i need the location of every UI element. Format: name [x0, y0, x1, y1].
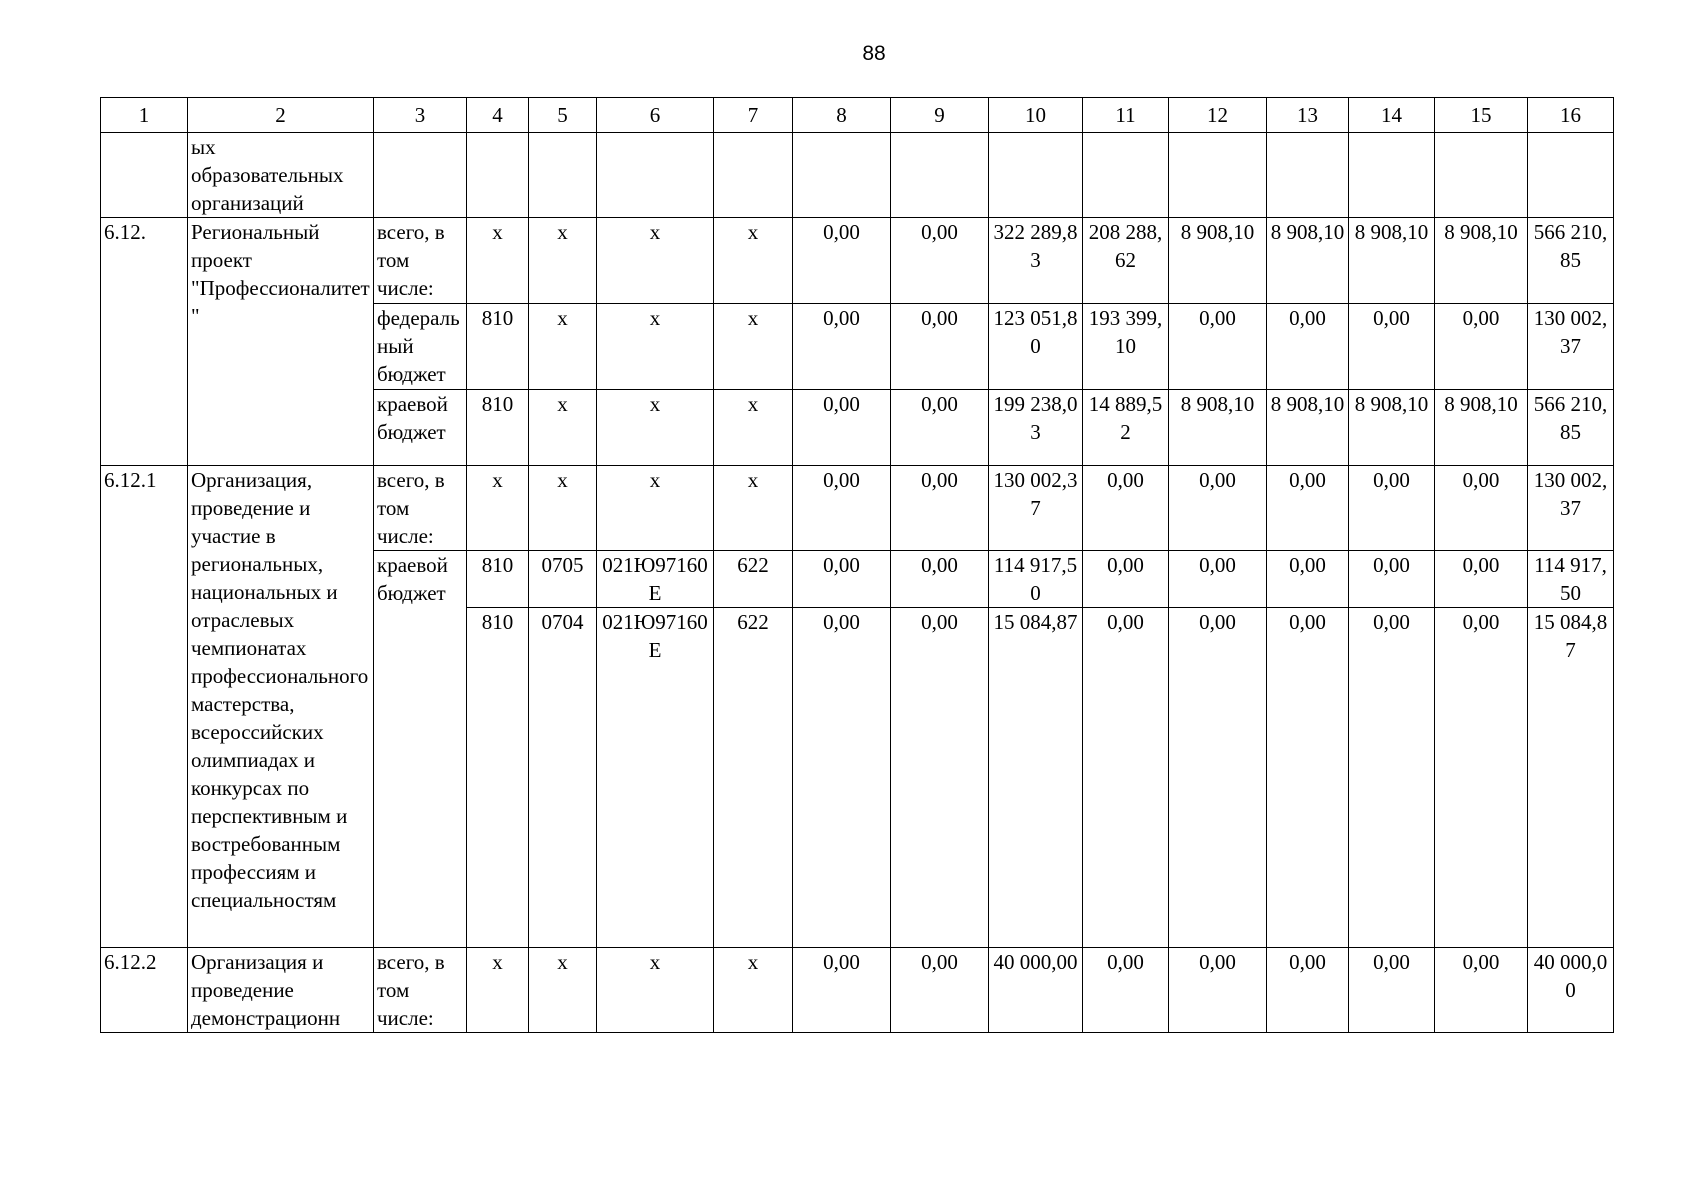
value-cell: х — [714, 466, 793, 551]
value-cell: 021Ю97160Е — [597, 608, 714, 948]
value-cell: 566 210,85 — [1528, 390, 1614, 466]
budget-table — [100, 97, 1614, 1033]
value-cell: 199 238,03 — [989, 390, 1083, 466]
value-cell: 810 — [467, 304, 529, 390]
value-cell: 130 002,37 — [1528, 304, 1614, 390]
empty-cell — [1528, 133, 1614, 218]
value-cell: 622 — [714, 608, 793, 948]
value-cell: 0,00 — [891, 551, 989, 608]
value-cell: 0,00 — [1349, 304, 1435, 390]
value-cell: х — [529, 466, 597, 551]
header-cell: 6 — [597, 98, 714, 133]
value-cell: 130 002,37 — [1528, 466, 1614, 551]
value-cell: х — [467, 218, 529, 304]
value-cell: 0,00 — [891, 466, 989, 551]
header-cell: 16 — [1528, 98, 1614, 133]
empty-cell — [597, 133, 714, 218]
value-cell: х — [597, 948, 714, 1033]
value-cell: х — [714, 390, 793, 466]
empty-cell — [529, 133, 597, 218]
value-cell: 0,00 — [1349, 551, 1435, 608]
value-cell: 15 084,87 — [989, 608, 1083, 948]
value-cell: 0,00 — [1169, 466, 1267, 551]
value-cell: х — [529, 304, 597, 390]
value-cell: 0,00 — [1083, 608, 1169, 948]
source-cell: всего, в том числе: — [374, 218, 467, 304]
value-cell: 0,00 — [1435, 608, 1528, 948]
value-cell: 0705 — [529, 551, 597, 608]
empty-cell — [1349, 133, 1435, 218]
value-cell: 810 — [467, 608, 529, 948]
value-cell: 0,00 — [891, 390, 989, 466]
value-cell: 40 000,00 — [1528, 948, 1614, 1033]
value-cell: 0,00 — [793, 390, 891, 466]
value-cell: 810 — [467, 551, 529, 608]
source-cell: краевой бюджет — [374, 390, 467, 466]
value-cell: х — [467, 948, 529, 1033]
value-cell: 0,00 — [1349, 608, 1435, 948]
value-cell: 0,00 — [1349, 466, 1435, 551]
value-cell: 8 908,10 — [1349, 390, 1435, 466]
value-cell: 0,00 — [1169, 608, 1267, 948]
value-cell: 0,00 — [1083, 948, 1169, 1033]
row-id-cell: 6.12.2 — [101, 948, 188, 1033]
value-cell: 8 908,10 — [1169, 390, 1267, 466]
header-cell: 7 — [714, 98, 793, 133]
source-cell: краевой бюджет — [374, 551, 467, 948]
header-cell: 14 — [1349, 98, 1435, 133]
value-cell: х — [597, 390, 714, 466]
value-cell: 0,00 — [793, 608, 891, 948]
header-cell: 1 — [101, 98, 188, 133]
value-cell: 0,00 — [1169, 304, 1267, 390]
header-cell: 8 — [793, 98, 891, 133]
value-cell: х — [597, 466, 714, 551]
source-cell: всего, в том числе: — [374, 948, 467, 1033]
row-name-cell: Организация и проведение демонстрационн — [188, 948, 374, 1033]
row-id-cell: 6.12. — [101, 218, 188, 466]
header-cell: 15 — [1435, 98, 1528, 133]
value-cell: 8 908,10 — [1267, 218, 1349, 304]
value-cell: 622 — [714, 551, 793, 608]
table-row-continuation — [101, 133, 1614, 218]
value-cell: 566 210,85 — [1528, 218, 1614, 304]
value-cell: х — [714, 218, 793, 304]
value-cell: 0,00 — [891, 304, 989, 390]
value-cell: 0,00 — [1267, 551, 1349, 608]
empty-cell — [714, 133, 793, 218]
header-cell: 10 — [989, 98, 1083, 133]
value-cell: 0,00 — [1083, 551, 1169, 608]
value-cell: 0,00 — [1349, 948, 1435, 1033]
header-cell: 5 — [529, 98, 597, 133]
table-row — [101, 218, 1614, 304]
empty-cell — [1435, 133, 1528, 218]
value-cell: 0,00 — [793, 466, 891, 551]
empty-cell — [793, 133, 891, 218]
value-cell: 40 000,00 — [989, 948, 1083, 1033]
source-cell: федеральный бюджет — [374, 304, 467, 390]
value-cell: х — [714, 948, 793, 1033]
value-cell: 114 917,50 — [989, 551, 1083, 608]
row-id-cell: 6.12.1 — [101, 466, 188, 948]
value-cell: 322 289,83 — [989, 218, 1083, 304]
page-number: 88 — [862, 42, 886, 65]
value-cell: 0,00 — [891, 608, 989, 948]
value-cell: 0,00 — [891, 218, 989, 304]
value-cell: 0,00 — [1083, 466, 1169, 551]
value-cell: 0,00 — [1435, 466, 1528, 551]
empty-cell — [1169, 133, 1267, 218]
empty-cell — [1083, 133, 1169, 218]
value-cell: 8 908,10 — [1435, 218, 1528, 304]
value-cell: х — [529, 948, 597, 1033]
value-cell: 0,00 — [1435, 551, 1528, 608]
header-cell: 11 — [1083, 98, 1169, 133]
value-cell: 0,00 — [793, 218, 891, 304]
value-cell: 130 002,37 — [989, 466, 1083, 551]
header-cell: 4 — [467, 98, 529, 133]
value-cell: 0704 — [529, 608, 597, 948]
empty-cell — [374, 133, 467, 218]
value-cell: х — [714, 304, 793, 390]
value-cell: х — [529, 390, 597, 466]
header-cell: 12 — [1169, 98, 1267, 133]
value-cell: х — [529, 218, 597, 304]
value-cell: 0,00 — [793, 551, 891, 608]
value-cell: 208 288,62 — [1083, 218, 1169, 304]
value-cell: 8 908,10 — [1169, 218, 1267, 304]
value-cell: 810 — [467, 390, 529, 466]
value-cell: 0,00 — [793, 304, 891, 390]
value-cell: 0,00 — [1435, 948, 1528, 1033]
value-cell: 0,00 — [1267, 466, 1349, 551]
value-cell: 123 051,80 — [989, 304, 1083, 390]
row-id-cell — [101, 133, 188, 218]
value-cell: х — [467, 466, 529, 551]
header-cell: 2 — [188, 98, 374, 133]
value-cell: 0,00 — [1435, 304, 1528, 390]
row-name-cell: Региональный проект "Профессионалитет" — [188, 218, 374, 466]
row-name-cell: Организация, проведение и участие в региональных, национальных и отраслевых чемпионатах профессионального мастерства, всероссийских олимпиадах и конкурсах по перспективным и востребованным профессиям и специальностям — [188, 466, 374, 948]
value-cell: 0,00 — [1267, 948, 1349, 1033]
value-cell: х — [597, 218, 714, 304]
value-cell: 8 908,10 — [1349, 218, 1435, 304]
empty-cell — [891, 133, 989, 218]
value-cell: 0,00 — [1169, 948, 1267, 1033]
value-cell: 8 908,10 — [1267, 390, 1349, 466]
empty-cell — [1267, 133, 1349, 218]
value-cell: 021Ю97160Е — [597, 551, 714, 608]
value-cell: 114 917,50 — [1528, 551, 1614, 608]
header-cell: 3 — [374, 98, 467, 133]
empty-cell — [989, 133, 1083, 218]
header-cell: 9 — [891, 98, 989, 133]
value-cell: 0,00 — [1169, 551, 1267, 608]
value-cell: 0,00 — [1267, 304, 1349, 390]
header-row — [101, 98, 1614, 133]
value-cell: 0,00 — [891, 948, 989, 1033]
value-cell: 193 399,10 — [1083, 304, 1169, 390]
value-cell: 0,00 — [1267, 608, 1349, 948]
row-name-cell: ых образовательных организаций — [188, 133, 374, 218]
value-cell: 15 084,87 — [1528, 608, 1614, 948]
source-cell: всего, в том числе: — [374, 466, 467, 551]
value-cell: 8 908,10 — [1435, 390, 1528, 466]
empty-cell — [467, 133, 529, 218]
header-cell: 13 — [1267, 98, 1349, 133]
value-cell: 14 889,52 — [1083, 390, 1169, 466]
value-cell: 0,00 — [793, 948, 891, 1033]
table-row — [101, 948, 1614, 1033]
value-cell: х — [597, 304, 714, 390]
table-row — [101, 466, 1614, 551]
